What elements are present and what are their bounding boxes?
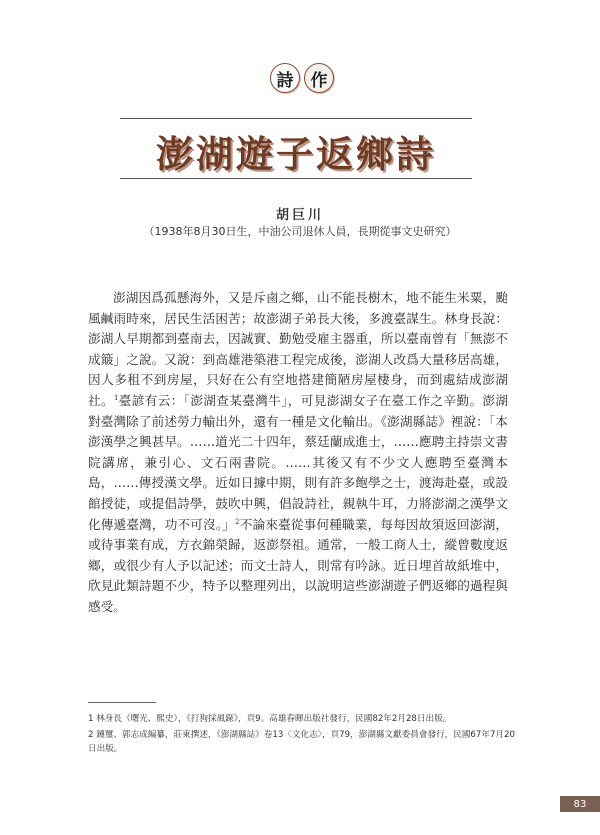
page-title: 澎湖遊子返鄉詩 (156, 132, 436, 176)
section-label-char-2: 作 (304, 63, 334, 93)
section-label-char-1: 詩 (270, 63, 300, 93)
body-text-part-3: 不論來臺從事何種職業，每每因故須返回澎湖，或待事業有成，方衣錦榮歸，返澎祭祖。通常，一般工商人士，縱曾數度返鄉，或很少有人予以記述；而文士詩人，則常有吟詠。近日埋首故紙堆中，欣見此類詩題不少，特予以整理列出，以說明這些澎湖遊子們返鄉的過程與感受。 (88, 516, 508, 614)
body-paragraph (88, 288, 508, 618)
footnote-1: 1 林身長（曙光、熙史），《打狗採風錄》，頁9。高雄春暉出版社發行，民國82年2月28日出版。 (88, 714, 452, 724)
footnote-ref-1: 1 (113, 393, 119, 402)
page-number: 83 (560, 796, 600, 812)
author-note: （1938年8月30日生，中油公司退休人員，長期從事文史研究） (143, 225, 457, 238)
footnote-2: 2 鍾璽、郭志成編纂，莊東撰述，《澎湖縣誌》卷13〈文化志〉，頁79，澎湖縣文獻委員會發行，民國67年7月20日出版。 (88, 730, 515, 754)
footnote-divider (88, 702, 156, 703)
section-label (270, 63, 334, 93)
footnotes (88, 712, 516, 758)
body-text-part-1: 澎湖因爲孤懸海外，又是斥鹵之鄉，山不能長樹木，地不能生米粟，颱風鹹雨時來，居民生活困苦；故澎湖子弟長大後，多渡臺謀生。林身長說：澎湖人早期都到臺南去，因誠實、勤勉受雇主器重，所以臺南曾有「無澎不成簸」之說。又說：到高雄港築港工程完成後，澎湖人改爲大量移居高雄，因人多租不到房屋，只好在公有空地搭建簡陋房屋棲身，而到處結成澎湖社。 (88, 290, 508, 408)
title-rule-bottom (120, 178, 472, 179)
body-text-part-2: 臺諺有云：「澎湖查某臺灣牛」，可見澎湖女子在臺工作之辛勤。澎湖對臺灣除了前述勞力輸出外，還有一種是文化輸出。《澎湖縣誌》裡說：「本澎漢學之興甚早。……道光二十四年，蔡廷蘭成進士，……應聘主持崇文書院講席，兼引心、文石兩書院。……其後又有不少文人應聘至臺灣本島，……傳授漢文學。近如日據中期，則有許多飽學之士，渡海赴臺，或設館授徒，或提倡詩學，鼓吹中興，倡設詩社，親執牛耳，力將澎湖之漢學文化傳遞臺灣，功不可沒。」 (88, 392, 508, 532)
title-rule-top (120, 118, 472, 119)
footnote-ref-2: 2 (235, 517, 240, 526)
author-name: 胡巨川 (275, 208, 324, 223)
